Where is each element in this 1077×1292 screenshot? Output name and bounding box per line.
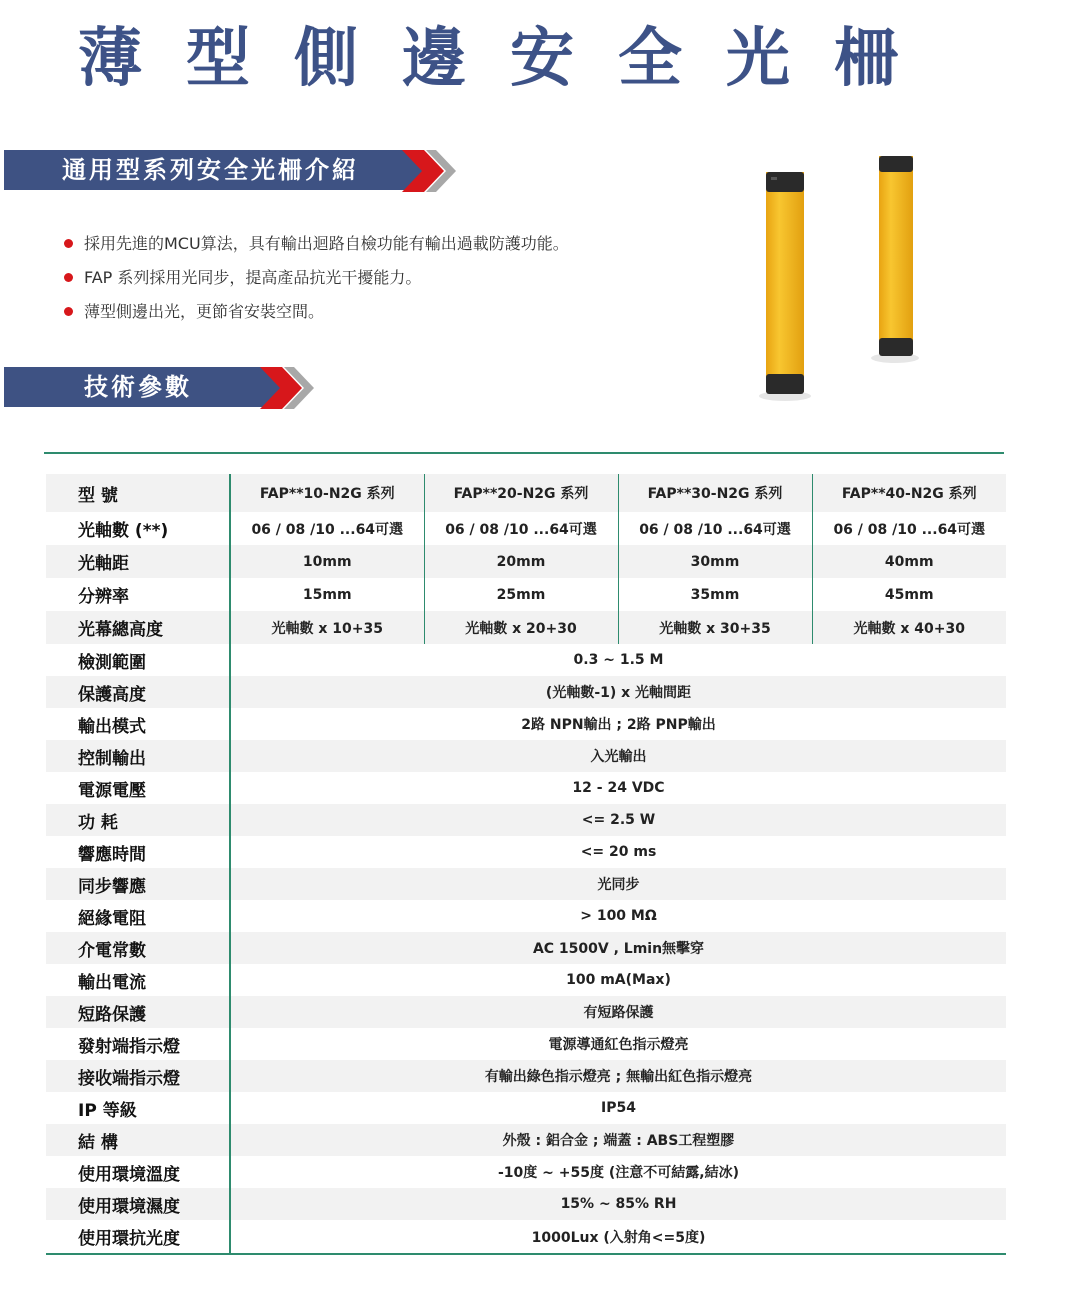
cell: 光軸數 x 30+35 [618, 611, 812, 644]
cell: 0.3 ~ 1.5 M [230, 644, 1006, 676]
cell: 06 / 08 /10 ...64可選 [424, 512, 618, 545]
cell: IP54 [230, 1092, 1006, 1124]
cell: 有短路保護 [230, 996, 1006, 1028]
spec-table [46, 474, 1006, 1255]
model-header: FAP**30-N2G 系列 [618, 474, 812, 512]
product-image [755, 148, 925, 408]
table-row [46, 740, 1006, 772]
row-label: 短路保護 [46, 996, 230, 1028]
table-row [46, 836, 1006, 868]
row-label: 分辨率 [46, 578, 230, 611]
row-label: 光幕總高度 [46, 611, 230, 644]
cell: AC 1500V , Lmin無擊穿 [230, 932, 1006, 964]
table-row [46, 708, 1006, 740]
cell: 光軸數 x 40+30 [812, 611, 1006, 644]
row-label: 同步響應 [46, 868, 230, 900]
cell: 45mm [812, 578, 1006, 611]
cell: 20mm [424, 545, 618, 578]
cell: 06 / 08 /10 ...64可選 [618, 512, 812, 545]
bullet-dot-icon [64, 273, 73, 282]
row-label: 光軸距 [46, 545, 230, 578]
row-label: 響應時間 [46, 836, 230, 868]
double-chevron-icon [402, 148, 458, 194]
cell: 100 mA(Max) [230, 964, 1006, 996]
light-curtain-right [879, 156, 913, 356]
cell: 15mm [230, 578, 424, 611]
cell: 外殼 : 鋁合金 ; 端蓋 : ABS工程塑膠 [230, 1124, 1006, 1156]
table-row [46, 772, 1006, 804]
cell: 25mm [424, 578, 618, 611]
feature-item: 採用先進的MCU算法，具有輸出迴路自檢功能有輸出過載防護功能。 [60, 230, 569, 264]
row-label: 接收端指示燈 [46, 1060, 230, 1092]
row-label: 使用環境溫度 [46, 1156, 230, 1188]
light-curtain-left [766, 172, 804, 394]
table-row [46, 676, 1006, 708]
cell: 光同步 [230, 868, 1006, 900]
row-label: 使用環抗光度 [46, 1220, 230, 1254]
cell: 30mm [618, 545, 812, 578]
row-label: 發射端指示燈 [46, 1028, 230, 1060]
table-row [46, 996, 1006, 1028]
model-header: FAP**40-N2G 系列 [812, 474, 1006, 512]
cell: -10度 ~ +55度 (注意不可結露,結冰) [230, 1156, 1006, 1188]
table-top-rule [44, 452, 1004, 454]
table-row [46, 868, 1006, 900]
cell: 15% ~ 85% RH [230, 1188, 1006, 1220]
table-row [46, 474, 1006, 512]
section-tech-title: 技術參數 [4, 367, 280, 407]
bullet-dot-icon [64, 239, 73, 248]
row-label: 光軸數 (**) [46, 512, 230, 545]
cell: (光軸數-1) x 光軸間距 [230, 676, 1006, 708]
cell: 40mm [812, 545, 1006, 578]
section-intro-title: 通用型系列安全光柵介紹 [4, 150, 424, 190]
table-row [46, 1124, 1006, 1156]
model-header: FAP**10-N2G 系列 [230, 474, 424, 512]
row-label: 電源電壓 [46, 772, 230, 804]
row-label: 輸出電流 [46, 964, 230, 996]
cell: 12 - 24 VDC [230, 772, 1006, 804]
table-row [46, 964, 1006, 996]
cell: 1000Lux (入射角<=5度) [230, 1220, 1006, 1254]
table-row [46, 1156, 1006, 1188]
row-label: 功 耗 [46, 804, 230, 836]
table-row [46, 1188, 1006, 1220]
table-row [46, 611, 1006, 644]
row-label: 型 號 [46, 474, 230, 512]
row-label: 控制輸出 [46, 740, 230, 772]
cell: 光軸數 x 20+30 [424, 611, 618, 644]
table-row [46, 1028, 1006, 1060]
row-label: 輸出模式 [46, 708, 230, 740]
cell: > 100 MΩ [230, 900, 1006, 932]
cell: 06 / 08 /10 ...64可選 [230, 512, 424, 545]
double-chevron-icon [260, 365, 316, 411]
feature-item: 薄型側邊出光，更節省安裝空間。 [60, 298, 569, 332]
row-label: 檢測範圍 [46, 644, 230, 676]
cell: 35mm [618, 578, 812, 611]
feature-list [60, 230, 569, 332]
model-header: FAP**20-N2G 系列 [424, 474, 618, 512]
row-label: 介電常數 [46, 932, 230, 964]
table-row [46, 545, 1006, 578]
table-row [46, 512, 1006, 545]
table-row [46, 1092, 1006, 1124]
table-row [46, 900, 1006, 932]
table-row [46, 932, 1006, 964]
cell: 06 / 08 /10 ...64可選 [812, 512, 1006, 545]
table-row [46, 644, 1006, 676]
table-row [46, 578, 1006, 611]
row-label: 結 構 [46, 1124, 230, 1156]
cell: 入光輸出 [230, 740, 1006, 772]
cell: 光軸數 x 10+35 [230, 611, 424, 644]
bullet-dot-icon [64, 307, 73, 316]
cell: 電源導通紅色指示燈亮 [230, 1028, 1006, 1060]
row-label: 使用環境濕度 [46, 1188, 230, 1220]
cell: 2路 NPN輸出 ; 2路 PNP輸出 [230, 708, 1006, 740]
row-label: 絕緣電阻 [46, 900, 230, 932]
table-row [46, 804, 1006, 836]
page-title: 薄型側邊安全光柵 [78, 22, 942, 96]
table-row [46, 1060, 1006, 1092]
table-row [46, 1220, 1006, 1254]
cell: 有輸出綠色指示燈亮 ; 無輸出紅色指示燈亮 [230, 1060, 1006, 1092]
cell: 10mm [230, 545, 424, 578]
feature-item: FAP 系列採用光同步，提高產品抗光干擾能力。 [60, 264, 569, 298]
cell: <= 2.5 W [230, 804, 1006, 836]
row-label: 保護高度 [46, 676, 230, 708]
cell: <= 20 ms [230, 836, 1006, 868]
row-label: IP 等級 [46, 1092, 230, 1124]
